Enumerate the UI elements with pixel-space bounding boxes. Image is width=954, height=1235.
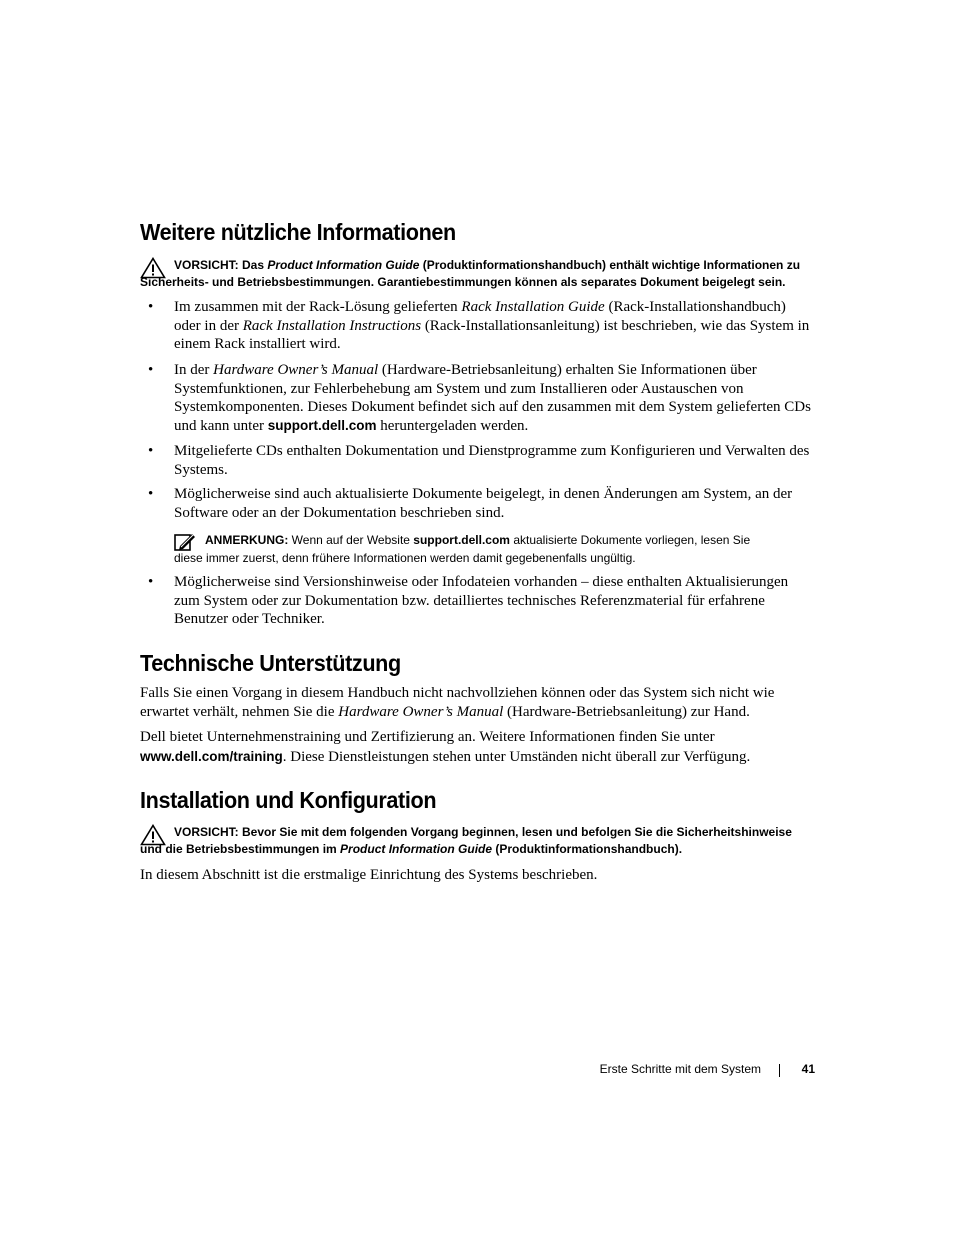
- support-link[interactable]: support.dell.com: [267, 417, 377, 433]
- paragraph: [140, 728, 820, 767]
- paragraph-text: . Diese Dienstleistungen stehen unter Umständen nicht überall zur Verfügung.: [282, 749, 751, 765]
- training-link[interactable]: www.dell.com/training: [140, 749, 283, 764]
- paragraph-text: (Hardware-Betriebsanleitung) zur Hand.: [503, 704, 750, 720]
- heading-installation-konfiguration: Installation und Konfiguration: [140, 787, 437, 813]
- caution-label: VORSICHT:: [174, 258, 239, 272]
- doc-title: Rack Installation Guide: [461, 299, 605, 315]
- note-text-pre: Wenn auf der Website: [288, 533, 414, 547]
- note-text-line2: diese immer zuerst, denn frühere Informationen werden damit gegebenenfalls ungültig.: [174, 550, 636, 565]
- list-item-text: (Hardware-Betriebsanleitung) erhalten Sie Informationen über Systemfunktionen, zur Fehlerbehebung am System und zum Installieren oder Austauschen von Systemkomponenten. Dieses Dokument befindet sich auf den zusammen mit dem System gelieferten CDs und kann unter: [174, 362, 811, 434]
- bullet-icon: •: [148, 443, 154, 459]
- bullet-icon: •: [148, 362, 154, 378]
- list-item-text: (Rack-Installationshandbuch) oder in der: [174, 299, 786, 334]
- note-text: aktualisierte Dokumente vorliegen, lesen Sie: [509, 533, 751, 547]
- paragraph: In diesem Abschnitt ist die erstmalige Einrichtung des Systems beschrieben.: [140, 867, 598, 883]
- footer-chapter-title: Erste Schritte mit dem System: [599, 1062, 761, 1076]
- bullet-icon: •: [148, 486, 154, 502]
- caution-text-pre: Das: [242, 258, 265, 272]
- doc-title: Hardware Owner’s Manual: [213, 362, 379, 378]
- caution-text: Bevor Sie mit dem folgenden Vorgang beginnen, lesen und befolgen Sie die Sicherheitshinweise: [242, 825, 792, 839]
- page-number: 41: [801, 1062, 815, 1076]
- support-link[interactable]: support.dell.com: [413, 533, 510, 547]
- doc-title: Hardware Owner’s Manual: [338, 704, 504, 720]
- caution-label: VORSICHT:: [174, 825, 239, 839]
- note-label: ANMERKUNG:: [205, 533, 289, 547]
- bullet-icon: •: [148, 574, 154, 590]
- page-footer: [560, 1062, 815, 1080]
- heading-weitere-informationen: Weitere nützliche Informationen: [140, 219, 456, 245]
- list-item-text: In der: [174, 362, 214, 378]
- footer-divider: [779, 1064, 780, 1077]
- caution-doc-title: Product Information Guide: [340, 842, 493, 856]
- list-item-text: Möglicherweise sind auch aktualisierte Dokumente beigelegt, in denen Änderungen am System, an der Software oder an der Dokumentation beschrieben sind.: [174, 486, 793, 521]
- doc-title: Rack Installation Instructions: [242, 317, 422, 334]
- heading-technische-unterstuetzung: Technische Unterstützung: [140, 650, 401, 676]
- caution-text: (Produktinformationshandbuch) enthält wichtige Informationen zu: [422, 258, 801, 272]
- caution-doc-title: Product Information Guide: [267, 258, 420, 272]
- list-item-text: (Rack-Installationsanleitung) ist beschrieben, wie das System in einem Rack installiert wird.: [174, 317, 810, 353]
- bullet-icon: •: [148, 299, 154, 315]
- list-item-text: Mitgelieferte CDs enthalten Dokumentation und Dienstprogramme zum Konfigurieren und Verwalten des Systems.: [174, 443, 810, 478]
- paragraph-text: Falls Sie einen Vorgang in diesem Handbuch nicht nachvollziehen können oder das System sich nicht wie erwartet verhält, nehmen Sie die: [140, 685, 775, 720]
- paragraph-text: Dell bietet Unternehmenstraining und Zertifizierung an. Weitere Informationen finden Sie unter: [140, 729, 715, 745]
- caution-text-line2-rest: (Produktinformationshandbuch).: [492, 842, 683, 856]
- paragraph: [140, 684, 820, 722]
- list-item-text: Im zusammen mit der Rack-Lösung gelieferten: [174, 299, 462, 315]
- caution-text-line2: Sicherheits- und Betriebsbestimmungen. Garantiebestimmungen können als separates Dokument beigelegt sein.: [140, 275, 786, 289]
- list-item-text: heruntergeladen werden.: [376, 417, 529, 434]
- caution-text-line2: und die Betriebsbestimmungen im: [140, 842, 341, 856]
- list-item-text: Möglicherweise sind Versionshinweise oder Infodateien vorhanden – diese enthalten Aktualisierungen zum System oder zur Dokumentation bzw. detailliertes technisches Referenzmaterial für erfahrene Benutzer oder Techniker.: [174, 574, 789, 628]
